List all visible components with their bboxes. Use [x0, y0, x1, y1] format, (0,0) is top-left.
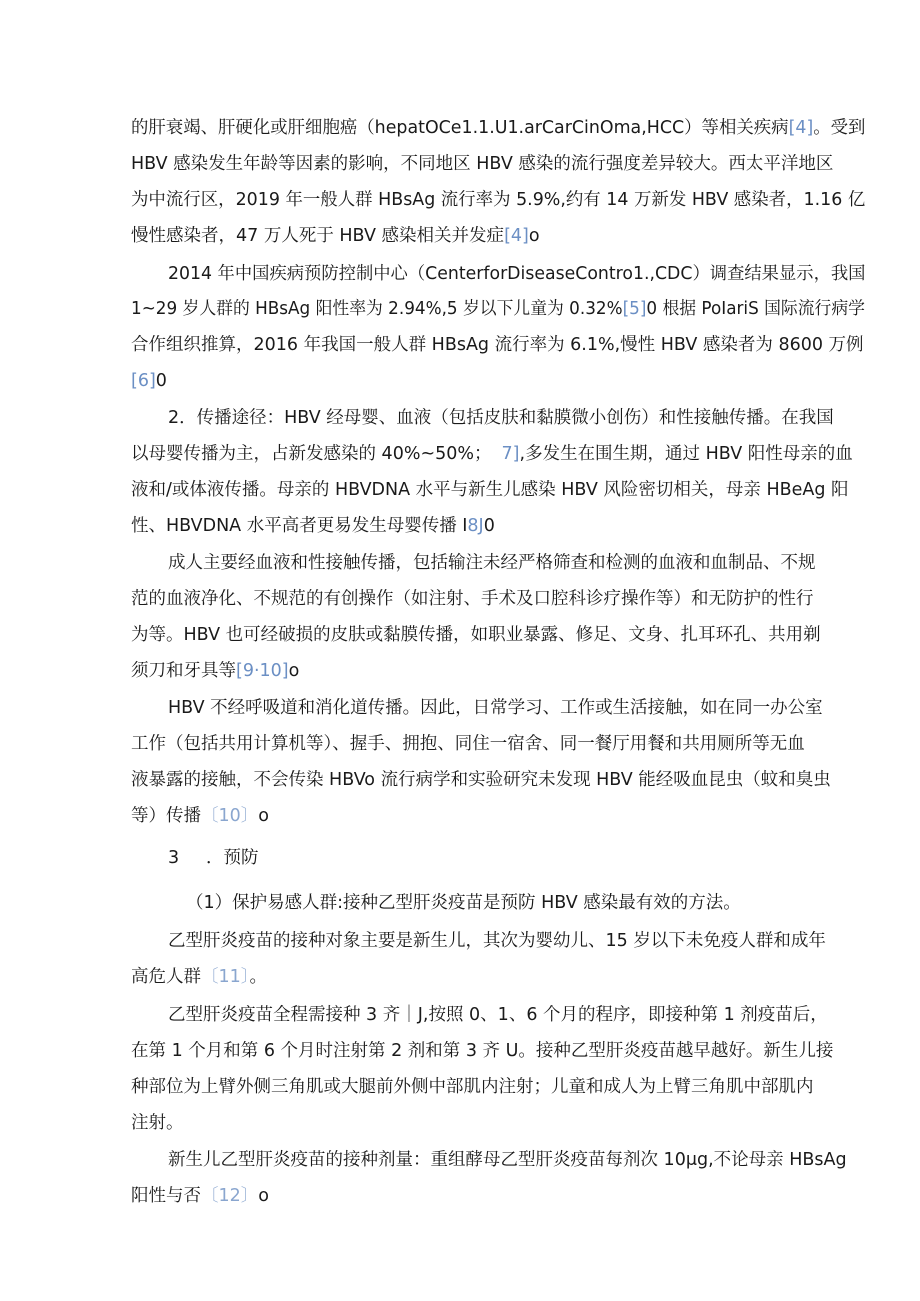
- citation-link[interactable]: 7]: [501, 444, 520, 464]
- paragraph-line: （1）保护易感人群:接种乙型肝炎疫苗是预防 HBV 感染最有效的方法。: [186, 893, 741, 913]
- text-run: 等）传播: [131, 806, 201, 826]
- section-number: 3: [168, 848, 180, 868]
- text-run: o: [528, 226, 540, 246]
- paragraph-line: 成人主要经血液和性接触传播，包括输注未经严格筛查和检测的血液和血制品、不规: [168, 553, 816, 573]
- paragraph-line: 液暴露的接触，不会传染 HBVo 流行病学和实验研究未发现 HBV 能经吸血昆虫（蚊和臭虫: [131, 770, 831, 790]
- text-run: 阳性与否: [131, 1186, 201, 1206]
- citation-link[interactable]: 〔11〕: [201, 967, 250, 987]
- paragraph-line: 新生儿乙型肝炎疫苗的接种剂量：重组酵母乙型肝炎疫苗每剂次 10μg,不论母亲 HBsAg: [168, 1150, 847, 1170]
- paragraph-line: 为等。HBV 也可经破损的皮肤或黏膜传播，如职业暴露、修足、文身、扎耳环孔、共用剃: [131, 625, 821, 645]
- paragraph-line: 合作组织推算，2016 年我国一般人群 HBsAg 流行率为 6.1%,慢性 HBV 感染者为 8600 万例: [131, 335, 864, 355]
- citation-link[interactable]: [4]: [504, 226, 529, 246]
- citation-link[interactable]: 8J: [467, 516, 484, 536]
- text-run: o: [258, 806, 269, 826]
- paragraph-line: 种部位为上臂外侧三角肌或大腿前外侧中部肌内注射；儿童和成人为上臂三角肌中部肌内: [131, 1077, 814, 1097]
- text-run: 高危人群: [131, 967, 201, 987]
- paragraph-line: [131, 223, 540, 249]
- paragraph-line: [131, 964, 267, 990]
- text-run: 慢性感染者，47 万人死于 HBV 感染相关并发症: [131, 226, 505, 246]
- paragraph-line: 在第 1 个月和第 6 个月时注射第 2 剂和第 3 齐 U。接种乙型肝炎疫苗越早越好。新生儿接: [131, 1041, 834, 1061]
- citation-link[interactable]: 〔10〕: [201, 806, 259, 826]
- text-run: 以母婴传播为主，占新发感染的 40%~50%；: [131, 444, 492, 464]
- paragraph-line: [131, 115, 865, 141]
- text-run: 0 根据 PoIariS 国际流行病学: [646, 299, 865, 319]
- paragraph-line: [131, 513, 495, 539]
- paragraph-line: [131, 658, 299, 684]
- text-run: o: [258, 1186, 269, 1206]
- paragraph-line: 注射。: [131, 1113, 184, 1133]
- text-run: o: [288, 661, 300, 681]
- paragraph-line: 为中流行区，2019 年一般人群 HBsAg 流行率为 5.9%,约有 14 万新发 HBV 感染者，1.16 亿: [131, 190, 866, 210]
- paragraph-line: 工作（包括共用计算机等）、握手、拥抱、同住一宿舍、同一餐厅用餐和共用厕所等无血: [131, 734, 805, 754]
- citation-link[interactable]: 〔12〕: [201, 1186, 259, 1206]
- text-run: 的肝衰竭、肝硬化或肝细胞癌（hepatOCe1.1.U1.arCarCinOma,HCC）等相关疾病: [131, 118, 789, 138]
- paragraph-line: 液和/或体液传播。母亲的 HBVDNA 水平与新生儿感染 HBV 风险密切相关，母亲 HBeAg 阳: [131, 480, 849, 500]
- paragraph-line: [131, 441, 853, 467]
- text-run: 。受到: [813, 118, 866, 138]
- text-run: 性、HBVDNA 水平高者更易发生母婴传播 I: [131, 516, 468, 536]
- paragraph-line: HBV 不经呼吸道和消化道传播。因此，日常学习、工作或生活接触，如在同一办公室: [168, 698, 823, 718]
- text-run: 0: [483, 516, 495, 536]
- text-run: 0: [155, 371, 167, 391]
- text-run: 须刀和牙具等: [131, 661, 236, 681]
- citation-link[interactable]: [5]: [622, 299, 647, 319]
- paragraph-line: 乙型肝炎疫苗的接种对象主要是新生儿，其次为婴幼儿、15 岁以下未免疫人群和成年: [168, 931, 826, 951]
- citation-link[interactable]: [6]: [131, 371, 156, 391]
- paragraph-line: 乙型肝炎疫苗全程需接种 3 齐｜J,按照 0、1、6 个月的程序，即接种第 1 剂疫苗后，: [168, 1005, 828, 1025]
- paragraph-line: 2．传播途径：HBV 经母婴、血液（包括皮肤和黏膜微小创伤）和性接触传播。在我国: [168, 408, 834, 428]
- text-run: ,多发生在围生期，通过 HBV 阳性母亲的血: [519, 444, 853, 464]
- paragraph-line: [131, 368, 167, 394]
- citation-link[interactable]: [9·10]: [236, 661, 289, 681]
- section-heading: ．预防: [206, 848, 259, 868]
- paragraph-line: [131, 803, 269, 829]
- paragraph-line: 2014 年中国疾病预防控制中心（CenterforDiseaseContro1.,CDC）调查结果显示，我国: [168, 264, 866, 284]
- paragraph-line: [131, 1183, 269, 1209]
- paragraph-line: [131, 296, 865, 322]
- paragraph-line: HBV 感染发生年龄等因素的影响，不同地区 HBV 感染的流行强度差异较大。西太平洋地区: [131, 154, 834, 174]
- paragraph-line: 范的血液净化、不规范的有创操作（如注射、手术及口腔科诊疗操作等）和无防护的性行: [131, 589, 814, 609]
- text-run: 1~29 岁人群的 HBsAg 阳性率为 2.94%,5 岁以下儿童为 0.32%: [131, 299, 623, 319]
- citation-link[interactable]: [4]: [788, 118, 814, 138]
- text-run: 。: [249, 967, 268, 987]
